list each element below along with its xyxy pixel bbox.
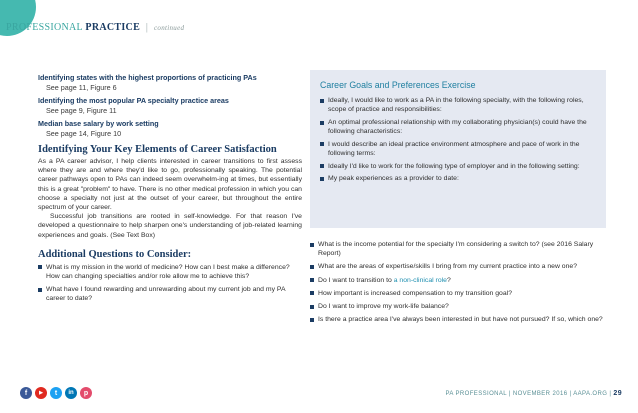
list-item-text: Do I want to transition to bbox=[318, 276, 394, 284]
twitter-icon[interactable]: t bbox=[50, 387, 62, 399]
text-box-title: Career Goals and Preferences Exercise bbox=[320, 80, 476, 90]
list-item: I would describe an ideal practice environment atmosphere and pace of work in the following terms: bbox=[320, 140, 594, 158]
section-title-additional-questions: Additional Questions to Consider: bbox=[38, 248, 192, 260]
list-item: What are the areas of expertise/skills I bring from my current practice into a new one? bbox=[310, 262, 606, 271]
question-list bbox=[38, 263, 302, 304]
continued-label: continued bbox=[153, 24, 185, 32]
section-header bbox=[6, 22, 184, 33]
text-box-career-exercise bbox=[310, 70, 606, 228]
header-separator: | bbox=[145, 22, 149, 33]
list-item: Ideally, I would like to work as a PA in the following specialty, with the following roles, scope of practice and responsibilities: bbox=[320, 96, 594, 114]
social-icons bbox=[20, 387, 92, 399]
exercise-list bbox=[320, 96, 594, 184]
list-item: Ideally I'd like to work for the following type of employer and in the following setting: bbox=[320, 162, 594, 171]
list-item: Do I want to improve my work-life balance? bbox=[310, 302, 606, 311]
footer-publication: PA PROFESSIONAL | NOVEMBER 2016 | AAPA.ORG | bbox=[445, 391, 612, 397]
reference-page: See page 14, Figure 10 bbox=[46, 128, 122, 138]
list-item-text: ? bbox=[446, 276, 451, 284]
page-footer bbox=[445, 390, 622, 397]
list-item: My peak experiences as a provider to date: bbox=[320, 174, 594, 183]
reference-page: See page 11, Figure 6 bbox=[46, 82, 117, 92]
section-title-career-satisfaction: Identifying Your Key Elements of Career Satisfaction bbox=[38, 144, 277, 155]
reference-heading: Median base salary by work setting bbox=[38, 119, 159, 128]
left-column bbox=[38, 73, 302, 308]
list-item: An optimal professional relationship with my collaborating physician(s) could have the following characteristics: bbox=[320, 118, 594, 136]
page-number: 29 bbox=[613, 390, 622, 397]
youtube-icon[interactable]: ▶ bbox=[35, 387, 47, 399]
section-name-bold: PRACTICE bbox=[85, 22, 141, 33]
list-item: What is my mission in the world of medicine? How can I best make a difference? How can changing specialties and/or role allow me to achieve this? bbox=[38, 263, 302, 281]
reference-page: See page 9, Figure 11 bbox=[46, 105, 117, 115]
non-clinical-role-link[interactable]: a non-clinical role bbox=[393, 276, 447, 284]
list-item: How important is increased compensation to my transition goal? bbox=[310, 289, 606, 298]
list-item: What have I found rewarding and unrewarding about my current job and my PA career to date? bbox=[38, 285, 302, 303]
question-list bbox=[310, 240, 606, 324]
right-question-column bbox=[310, 240, 606, 328]
linkedin-icon[interactable]: in bbox=[65, 387, 77, 399]
list-item: Is there a practice area I've always been interested in but have not pursued? If so, which one? bbox=[310, 315, 606, 324]
list-item bbox=[310, 276, 606, 285]
pinterest-icon[interactable]: p bbox=[80, 387, 92, 399]
body-paragraph: As a PA career advisor, I help clients interested in career transitions to first assess where they are and where they'd like to go, professionally speaking. The potential career pathways open to PAs can indeed seem overwhelm-ing at times, but essentially this is a great "problem" to have. There is no other medical profession in which you can choose a specialty not just at the outset of your career, but throughout the entire spectrum of your career. bbox=[38, 158, 302, 212]
reference-list bbox=[38, 73, 302, 138]
reference-heading: Identifying the most popular PA specialty practice areas bbox=[38, 96, 229, 105]
section-name-light: PROFESSIONAL bbox=[6, 22, 83, 33]
list-item: What is the income potential for the specialty I'm considering a switch to? (see 2016 Salary Report) bbox=[310, 240, 606, 258]
reference-heading: Identifying states with the highest proportions of practicing PAs bbox=[38, 73, 257, 82]
facebook-icon[interactable]: f bbox=[20, 387, 32, 399]
body-paragraph: Successful job transitions are rooted in self-knowledge. For that reason I've developed a questionnaire to help sharpen one's understanding of job-related learning experiences and goals. (See Text Box) bbox=[38, 213, 302, 239]
